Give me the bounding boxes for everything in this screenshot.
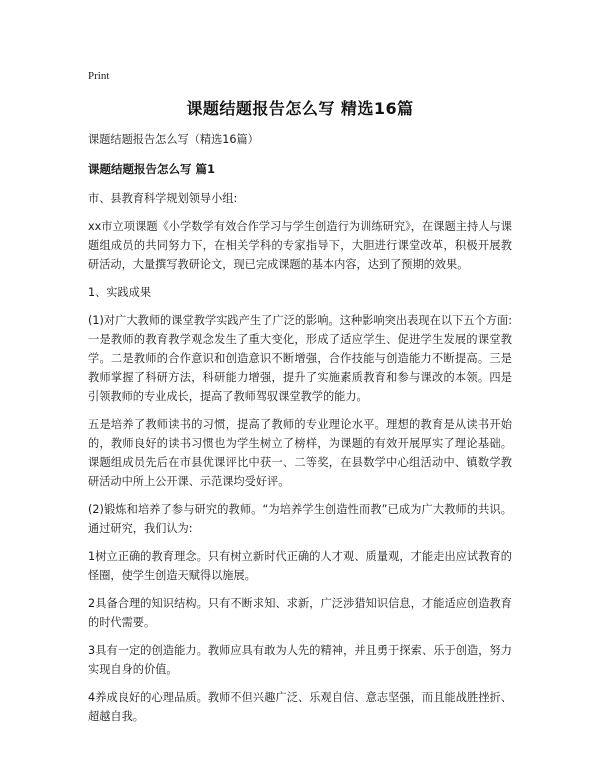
paragraph-point-3: 3具有一定的创造能力。教师应具有敢为人先的精神，并且勇于探索、乐于创造，努力实现自身的价值。 xyxy=(88,644,512,676)
document-subtitle: 课题结题报告怎么写（精选16篇） xyxy=(88,133,259,146)
section-heading: 课题结题报告怎么写 篇1 xyxy=(88,162,216,176)
paragraph-point-4: 4养成良好的心理品质。教师不但兴趣广泛、乐观自信、意志坚强，而且能战胜挫折、超越自我。 xyxy=(88,691,512,723)
paragraph-heading-practice-results: 1、实践成果 xyxy=(88,286,152,299)
paragraph-point-2: 2具备合理的知识结构。只有不断求知、求新，广泛涉猎知识信息，才能适应创造教育的时代需要。 xyxy=(88,597,512,629)
print-label[interactable]: Print xyxy=(88,70,110,82)
paragraph-impact: (1)对广大教师的课堂教学实践产生了广泛的影响。这种影响突出表现在以下五个方面:一是教师的教育教学观念发生了重大变化，形成了适应学生、促进学生发展的课堂教学。二是教师的合作意识和创造意识不断增强，合作技能与创造能力不断提高。三是教师掌握了科研方法，科研能力增强，提升了实施素质教育和参与课改的本领。四是引领教师的专业成长，提高了教师驾驭课堂教学的能力。 xyxy=(88,314,512,403)
paragraph-salutation: 市、县教育科学规划领导小组: xyxy=(88,192,238,205)
paragraph-intro: xx市立项课题《小学数学有效合作学习与学生创造行为训练研究》，在课题主持人与课题组成员的共同努力下，在相关学科的专家指导下，大胆进行课堂改革，积极开展教研活动，大量撰写教研论文，现已完成课题的基本内容，达到了预期的效果。 xyxy=(88,220,512,271)
document-title: 课题结题报告怎么写 精选16篇 xyxy=(186,99,414,118)
paragraph-reading-habit: 五是培养了教师读书的习惯，提高了教师的专业理论水平。理想的教育是从读书开始的，教师良好的读书习惯也为学生树立了榜样，为课题的有效开展厚实了理论基础。课题组成员先后在市县优课评比中获一、二等奖，在县数学中心组活动中、镇数学教研活动中所上公开课、示范课均受好评。 xyxy=(88,418,512,488)
paragraph-teacher-training: (2)锻炼和培养了参与研究的教师。“为培养学生创造性而教”已成为广大教师的共识。通过研究，我们认为: xyxy=(88,503,512,535)
paragraph-point-1: 1树立正确的教育理念。只有树立新时代正确的人才观、质量观，才能走出应试教育的怪圈，使学生创造天赋得以施展。 xyxy=(88,550,512,582)
document-content xyxy=(88,130,512,735)
